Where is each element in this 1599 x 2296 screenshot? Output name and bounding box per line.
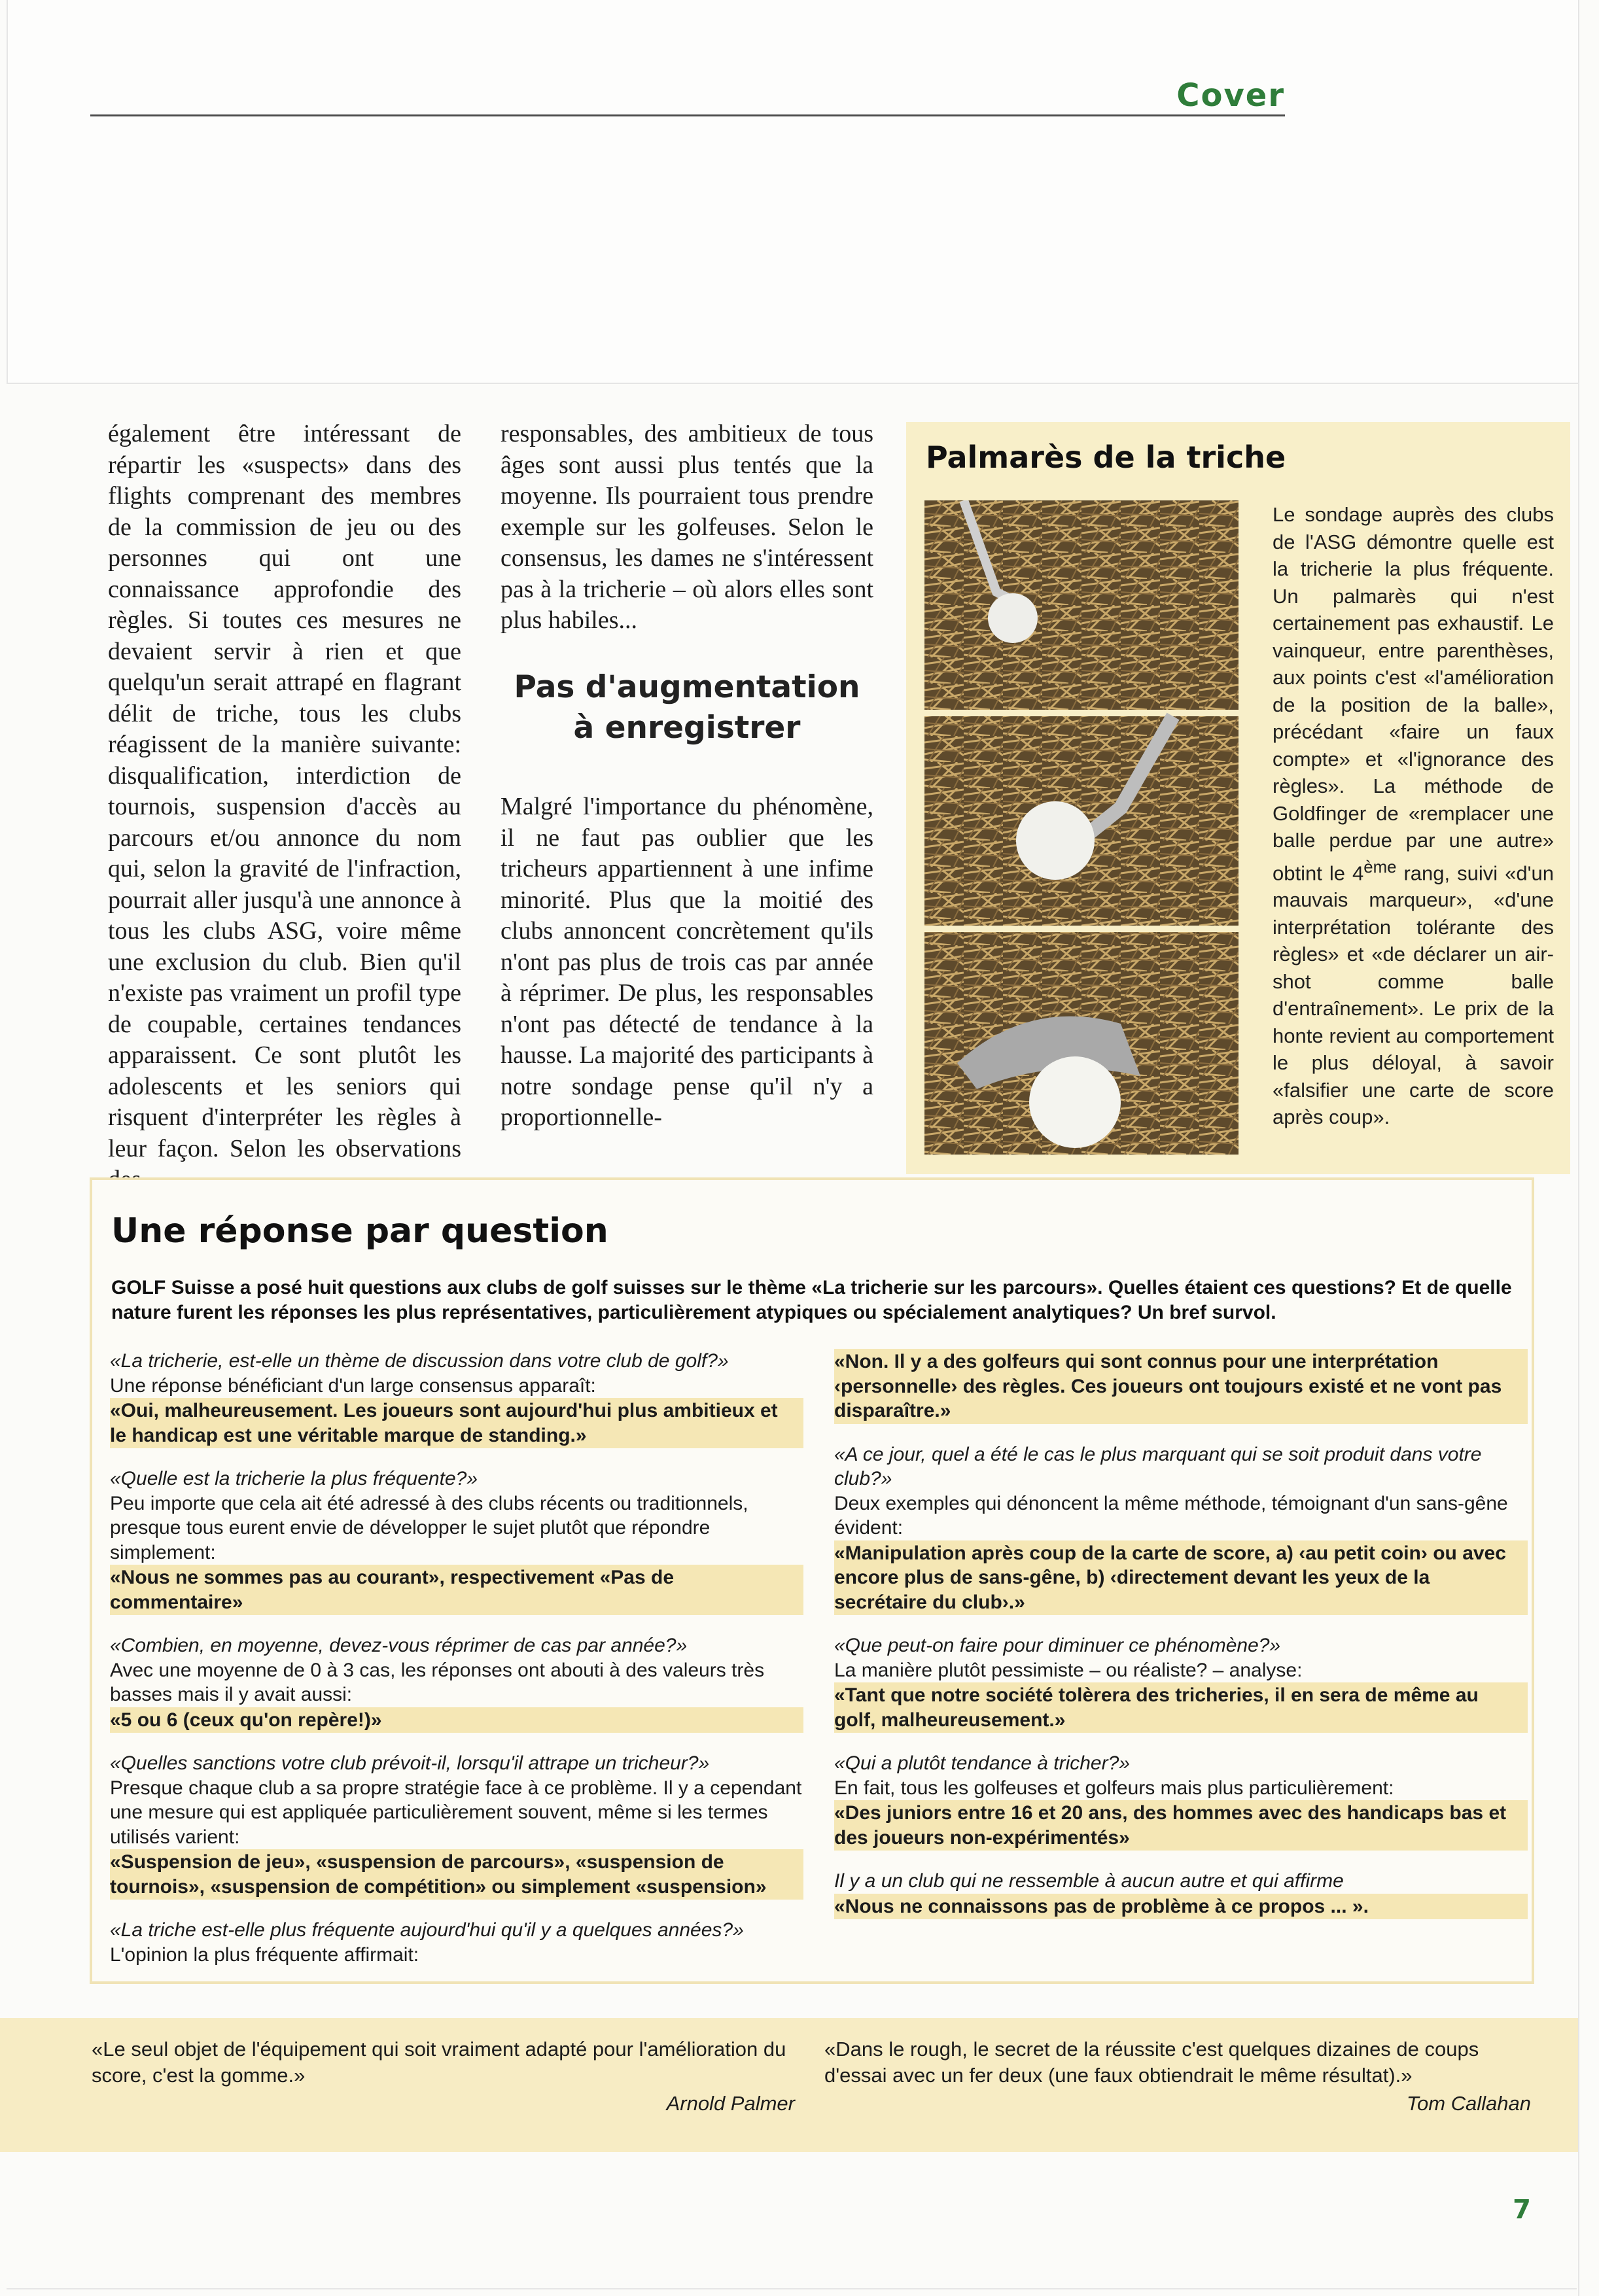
qa-item bbox=[834, 1633, 1528, 1733]
header-rule bbox=[90, 114, 1285, 116]
qa-question: Il y a un club qui ne ressemble à aucun autre et qui affirme bbox=[834, 1870, 1344, 1892]
article-column-2-top: responsables, des ambitieux de tous âges sont aussi plus tentés que la moyenne. Ils pourraient tous prendre exemple sur les golfeuses. Selon le consensus, les dames ne s'intéressent pas à la tricherie – où alors elles sont plus habiles... bbox=[501, 420, 873, 634]
qa-question: «Combien, en moyenne, devez-vous réprimer de cas par année?» bbox=[110, 1635, 688, 1656]
quote-text: «Dans le rough, le secret de la réussite c'est quelques dizaines de coups d'essai avec un fer deux (une faux obtiendrait le même résultat).» bbox=[824, 2038, 1479, 2087]
qa-answer: «Tant que notre société tolèrera des tricheries, il en sera de même au golf, malheureusement.» bbox=[834, 1682, 1528, 1733]
article-column-2-bottom: Malgré l'importance du phénomène, il ne faut pas oublier que les tricheurs appartiennent à une infime minorité. Plus que la moitié des clubs annoncent concrètement qu'ils n'ont pas plus de trois cas par année à réprimer. De plus, les responsables n'ont pas détecté de tendance à la hausse. La majorité des participants à notre sondage pense qu'il n'y a proportionnelle- bbox=[501, 793, 873, 1131]
qa-question: «Que peut-on faire pour diminuer ce phénomène?» bbox=[834, 1635, 1281, 1656]
sidebar-text-part2: rang, suivi «d'un mauvais marqueur», «d'une interprétation tolérante des règles» et «de déclarer un air-shot comme balle d'entraînement». Le prix de la honte revient au comportement le plus déloyal, à savoir «falsifier une carte de score après coup». bbox=[1273, 861, 1554, 1129]
qa-answer: «Nous ne connaissons pas de problème à ce propos ... ». bbox=[834, 1894, 1528, 1920]
golf-photo-strip bbox=[924, 500, 1239, 1155]
golf-ball-3 bbox=[1029, 1056, 1121, 1148]
qa-context: En fait, tous les golfeuses et golfeurs mais plus particulièrement: bbox=[834, 1777, 1394, 1799]
section-label: Cover bbox=[1176, 77, 1285, 114]
photo-panel-1 bbox=[924, 500, 1239, 710]
qa-context: Une réponse bénéficiant d'un large consensus apparaît: bbox=[110, 1374, 596, 1397]
sidebar-title: Palmarès de la triche bbox=[926, 440, 1286, 475]
quote-author: Arnold Palmer bbox=[666, 2092, 795, 2115]
sidebar-superscript: ème bbox=[1363, 858, 1397, 877]
golf-ball-1 bbox=[988, 593, 1038, 643]
quote-text: «Le seul objet de l'équipement qui soit vraiment adapté pour l'amélioration du score, c'est la gomme.» bbox=[92, 2038, 786, 2087]
qa-question: «La tricherie, est-elle un thème de discussion dans votre club de golf?» bbox=[110, 1350, 729, 1372]
qa-answer: «Nous ne sommes pas au courant», respectivement «Pas de commentaire» bbox=[110, 1565, 803, 1615]
qa-question: «A ce jour, quel a été le cas le plus marquant qui se soit produit dans votre club?» bbox=[834, 1443, 1482, 1489]
page-bottom-edge bbox=[7, 2288, 1577, 2289]
photo-panel-2 bbox=[924, 716, 1239, 926]
qa-question: «Qui a plutôt tendance à tricher?» bbox=[834, 1752, 1130, 1774]
question-box-intro: GOLF Suisse a posé huit questions aux clubs de golf suisses sur le thème «La tricherie sur les parcours». Quelles étaient ces questions? Et de quelle nature furent les réponses les plus représentatives, particulièrement atypiques ou spécialement analytiques? Un bref survol. bbox=[111, 1277, 1512, 1323]
qa-answer: «Oui, malheureusement. Les joueurs sont aujourd'hui plus ambitieux et le handicap est une véritable marque de standing.» bbox=[110, 1398, 803, 1448]
qa-answer: «Suspension de jeu», «suspension de parcours», «suspension de tournois», «suspension de compétition» ou simplement «suspension» bbox=[110, 1849, 803, 1900]
qa-item bbox=[110, 1751, 803, 1900]
qa-answer: «Non. Il y a des golfeurs qui sont connus pour une interprétation ‹personnelle› des règles. Ces joueurs ont toujours existé et ne vont pas disparaître.» bbox=[834, 1349, 1528, 1424]
article-subheading: Pas d'augmentation à enregistrer bbox=[514, 669, 860, 746]
qa-item bbox=[834, 1442, 1528, 1616]
quote-author: Tom Callahan bbox=[1406, 2092, 1531, 2115]
qa-context: L'opinion la plus fréquente affirmait: bbox=[110, 1943, 419, 1966]
qa-item bbox=[834, 1869, 1528, 1919]
qa-item bbox=[110, 1467, 803, 1615]
qa-context: La manière plutôt pessimiste – ou réaliste? – analyse: bbox=[834, 1659, 1303, 1681]
page-number: 7 bbox=[1513, 2195, 1531, 2225]
page-edge-line bbox=[1578, 383, 1579, 2296]
sidebar-text bbox=[1273, 501, 1554, 1131]
qa-item bbox=[110, 1633, 803, 1733]
question-box-title: Une réponse par question bbox=[111, 1211, 608, 1251]
qa-answer: «5 ou 6 (ceux qu'on repère!)» bbox=[110, 1707, 803, 1733]
qa-column-right bbox=[834, 1349, 1528, 1938]
qa-question: «Quelles sanctions votre club prévoit-il, lorsqu'il attrape un tricheur?» bbox=[110, 1752, 710, 1774]
photo-panel-3 bbox=[924, 932, 1239, 1155]
qa-question: «La triche est-elle plus fréquente aujourd'hui qu'il y a quelques années?» bbox=[110, 1919, 744, 1941]
blank-ad-space bbox=[7, 0, 1579, 384]
qa-item bbox=[834, 1751, 1528, 1851]
qa-context: Peu importe que cela ait été adressé à des clubs récents ou traditionnels, presque tous eurent envie de développer le sujet plutôt que répondre simplement: bbox=[110, 1492, 748, 1563]
qa-context: Presque chaque club a sa propre stratégie face à ce problème. Il y a cependant une mesure qui est appliquée particulièrement souvent, même si les termes utilisés varient: bbox=[110, 1777, 802, 1848]
qa-item bbox=[110, 1918, 803, 1967]
sidebar-text-part1: Le sondage auprès des clubs de l'ASG démontre quelle est la tricherie la plus fréquente. Un palmarès qui n'est certainement pas exhaustif. Le vainqueur, entre parenthèses, aux points c'est «l'amélioration de la position de la balle», précédant «faire un faux compte» et «l'ignorance des règles». La méthode de Goldfinger de «remplacer une balle perdue par une autre» obtint le 4 bbox=[1273, 503, 1554, 884]
qa-item bbox=[110, 1349, 803, 1448]
qa-answer: «Des juniors entre 16 et 20 ans, des hommes avec des handicaps bas et des joueurs non-expérimentés» bbox=[834, 1800, 1528, 1851]
qa-question: «Quelle est la tricherie la plus fréquente?» bbox=[110, 1468, 478, 1489]
article-column-1: également être intéressant de répartir les «suspects» dans des flights comprenant des membres de la commission de jeu ou des personnes qui ont une connaissance approfondie des règles. Si toutes ces mesures ne devaient servir à rien et que quelqu'un serait attrapé en flagrant délit de triche, tous les clubs réagissent de la manière suivante: disqualification, interdiction de tournois, suspension d'accès au parcours et/ou annonce du nom qui, selon la gravité de l'infraction, pourrait aller jusqu'à une annonce à tous les clubs ASG, voire même une exclusion du club. Bien qu'il n'existe pas vraiment un profil type de coupable, certaines tendances apparaissent. Ce sont plutôt les adolescents et les seniors qui risquent d'interpréter les règles à leur façon. Selon les observations bbox=[108, 420, 461, 1162]
golf-ball-2 bbox=[1016, 801, 1095, 880]
qa-context: Avec une moyenne de 0 à 3 cas, les réponses ont abouti à des valeurs très basses mais il y avait aussi: bbox=[110, 1659, 765, 1705]
qa-column-left bbox=[110, 1349, 803, 1985]
qa-answer: «Manipulation après coup de la carte de score, a) ‹au petit coin› ou avec encore plus de sans-gêne, b) ‹directement devant les yeux de la secrétaire du club›.» bbox=[834, 1540, 1528, 1616]
qa-item bbox=[834, 1349, 1528, 1424]
qa-context: Deux exemples qui dénoncent la même méthode, témoignant d'un sans-gêne évident: bbox=[834, 1492, 1508, 1539]
